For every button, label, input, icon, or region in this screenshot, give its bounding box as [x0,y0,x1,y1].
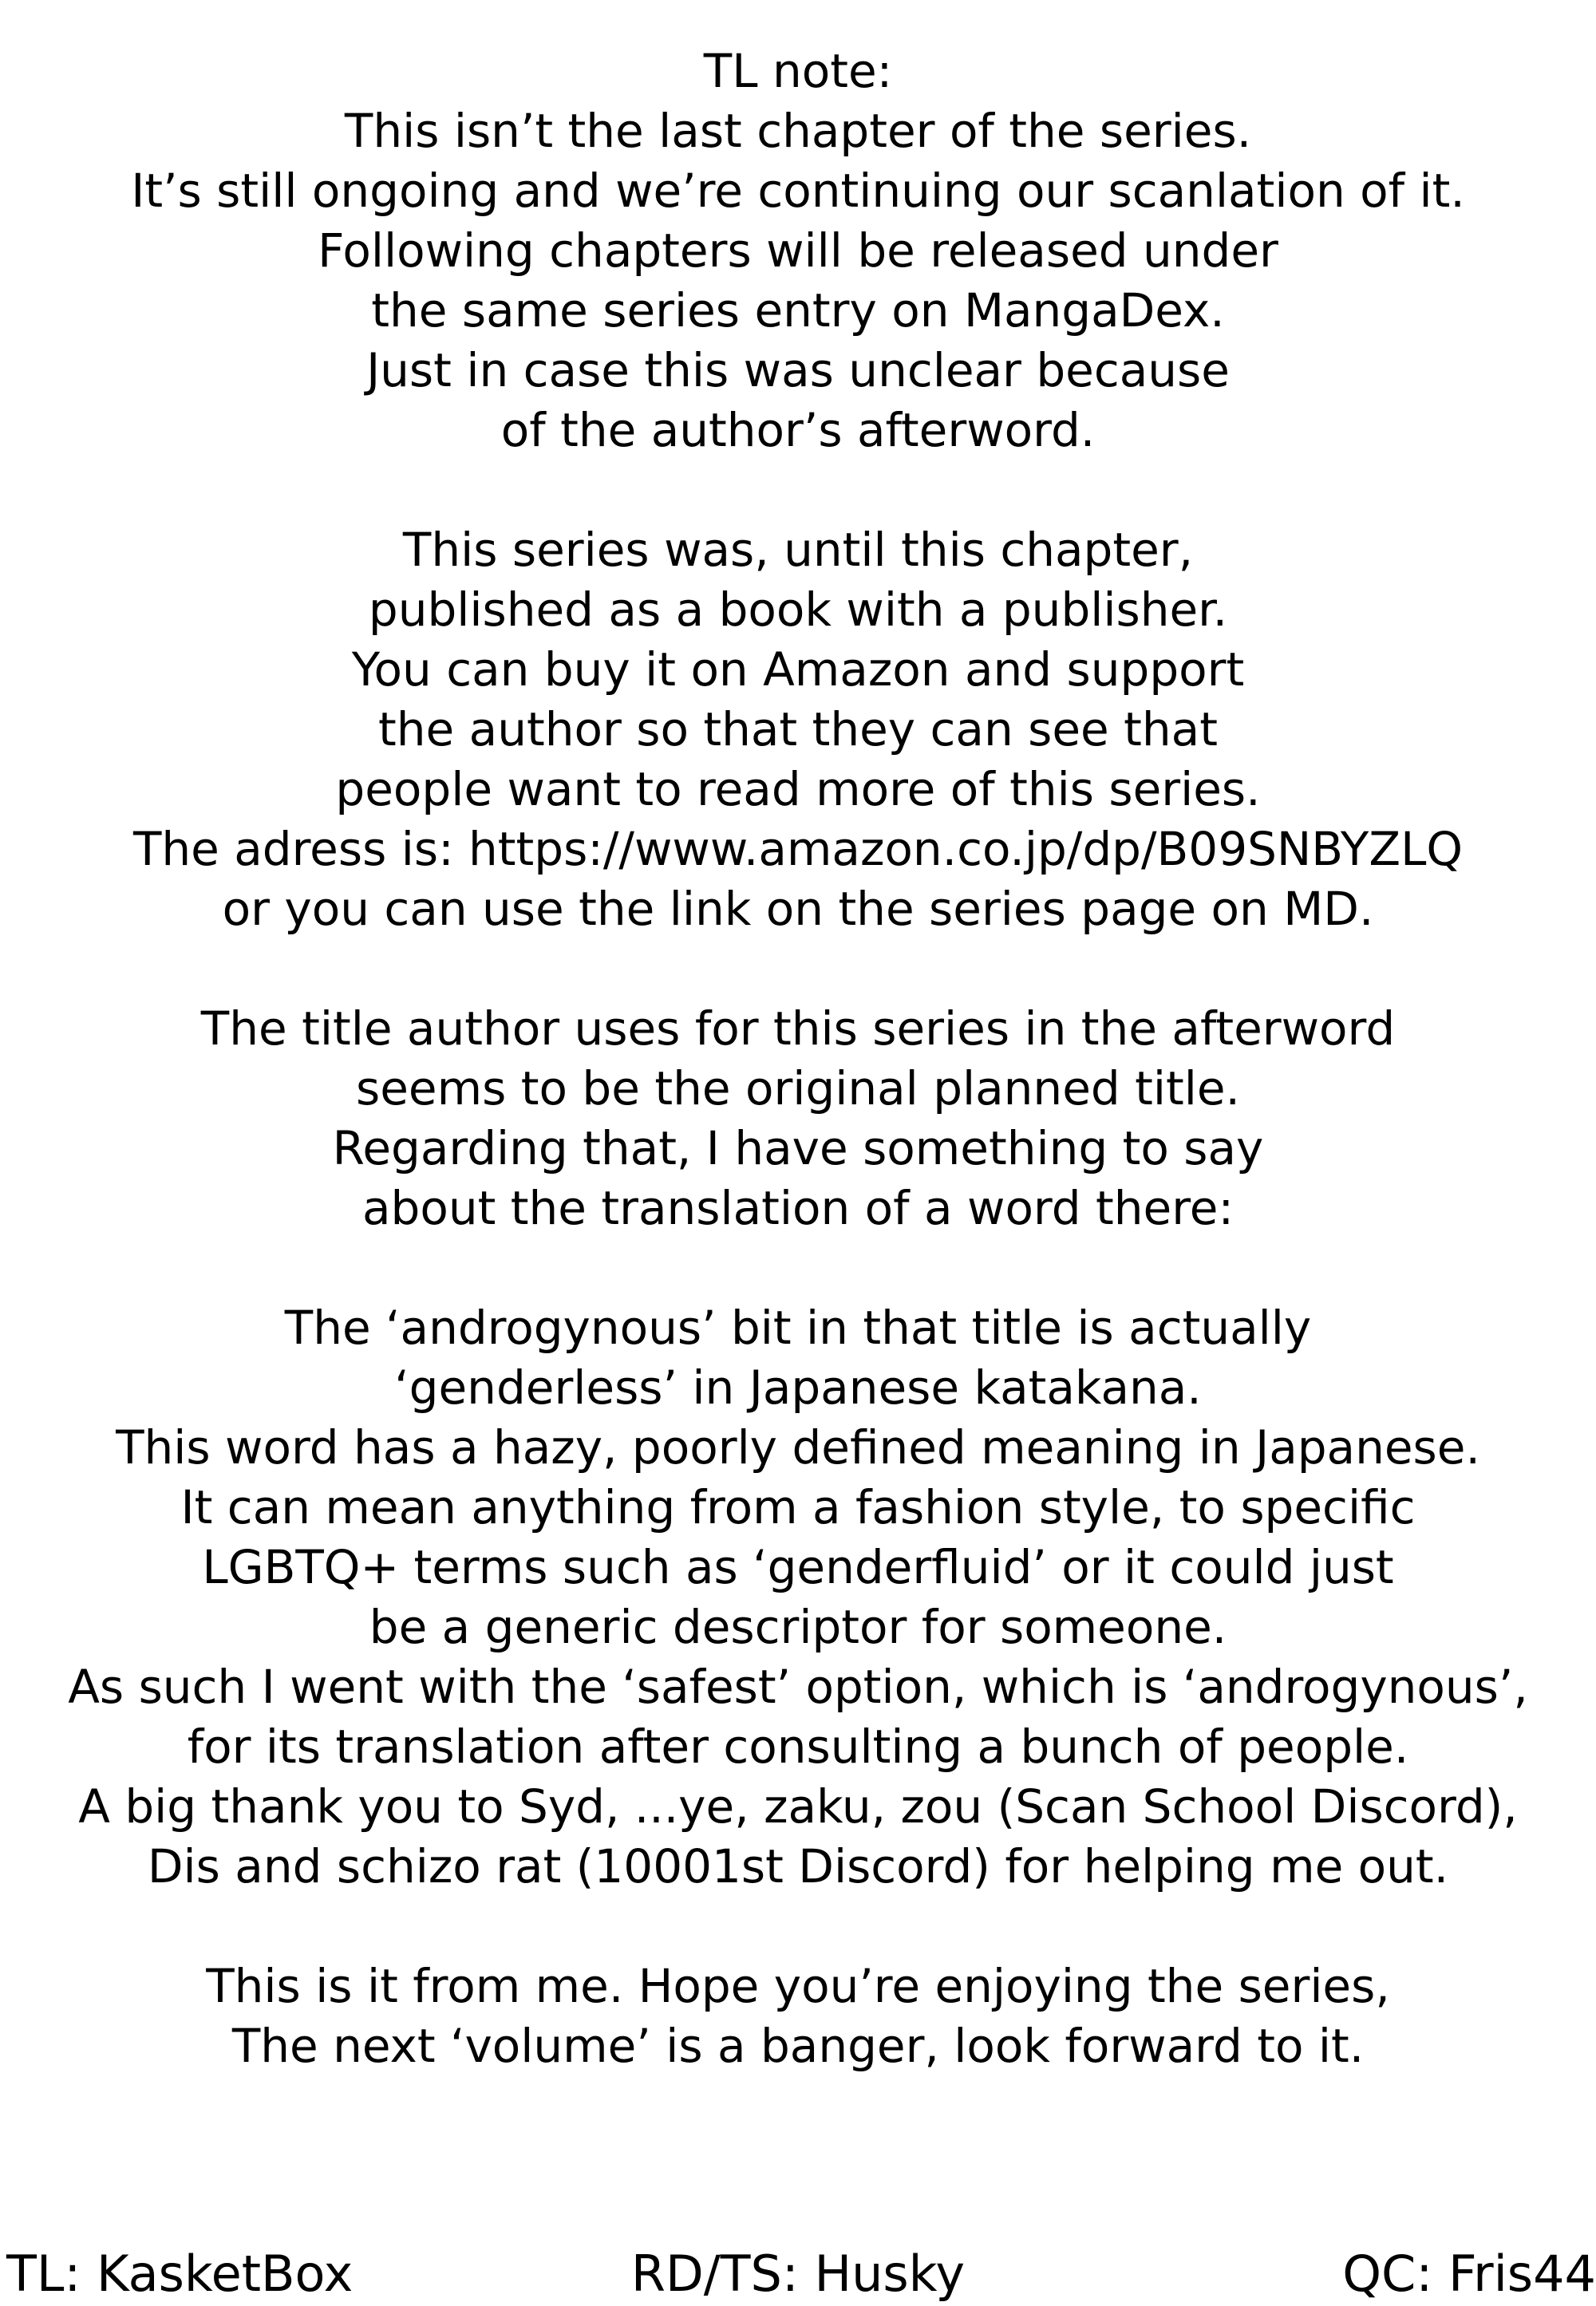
note-line: published as a book with a publisher. [368,582,1228,637]
note-line: about the translation of a word there: [361,1181,1234,1235]
note-line: or you can use the link on the series page on MD. [222,882,1374,936]
note-line: Regarding that, I have something to say [332,1121,1264,1175]
note-line: Following chapters will be released under [318,223,1278,278]
paragraph-spacer [0,460,1596,520]
note-line: As such I went with the ‘safest’ option, which is ‘androgynous’, [68,1660,1528,1714]
note-line: Dis and schizo rat (10001st Discord) for helping me out. [147,1839,1449,1893]
paragraph-spacer [0,1238,1596,1298]
note-line: Just in case this was unclear because [366,343,1230,397]
note-line: It’s still ongoing and we’re continuing our scanlation of it. [131,164,1465,218]
note-line: seems to be the original planned title. [356,1061,1240,1115]
note-line: the same series entry on MangaDex. [371,283,1225,338]
paragraph-spacer [0,939,1596,999]
note-line: The ‘androgynous’ bit in that title is actually [284,1301,1312,1355]
note-line: be a generic descriptor for someone. [369,1600,1227,1654]
note-line: This isn’t the last chapter of the series. [344,104,1252,158]
note-line: This word has a hazy, poorly defined meaning in Japanese. [116,1420,1480,1475]
note-line: the author so that they can see that [378,702,1218,756]
note-line: people want to read more of this series. [335,762,1261,816]
note-line: It can mean anything from a fashion style, to specific [180,1480,1416,1534]
note-line: This series was, until this chapter, [402,523,1194,577]
note-line: The title author uses for this series in the afterword [200,1001,1396,1056]
note-line: for its translation after consulting a bunch of people. [187,1720,1409,1774]
note-line: LGBTQ+ terms such as ‘genderfluid’ or it could just [202,1540,1394,1594]
note-line: ‘genderless’ in Japanese katakana. [394,1360,1202,1415]
note-line: of the author’s afterword. [500,403,1096,457]
note-heading: TL note: [703,44,893,98]
tl-note [0,41,1596,2076]
note-line: You can buy it on Amazon and support [351,642,1245,697]
credit-quality-check: QC: Fris44 [1342,2245,1596,2303]
paragraph-spacer [0,1897,1596,1957]
amazon-address-line: The adress is: https://www.amazon.co.jp/dp/B09SNBYZLQ [132,822,1464,876]
note-line: The next ‘volume’ is a banger, look forward to it. [231,2019,1365,2073]
credit-translator: TL: KasketBox [6,2245,354,2303]
credit-redraw-typeset: RD/TS: Husky [630,2245,966,2303]
credits-bar [0,2242,1596,2306]
note-line: This is it from me. Hope you’re enjoying the series, [206,1959,1390,2013]
note-line: A big thank you to Syd, ...ye, zaku, zou (Scan School Discord), [78,1779,1518,1834]
